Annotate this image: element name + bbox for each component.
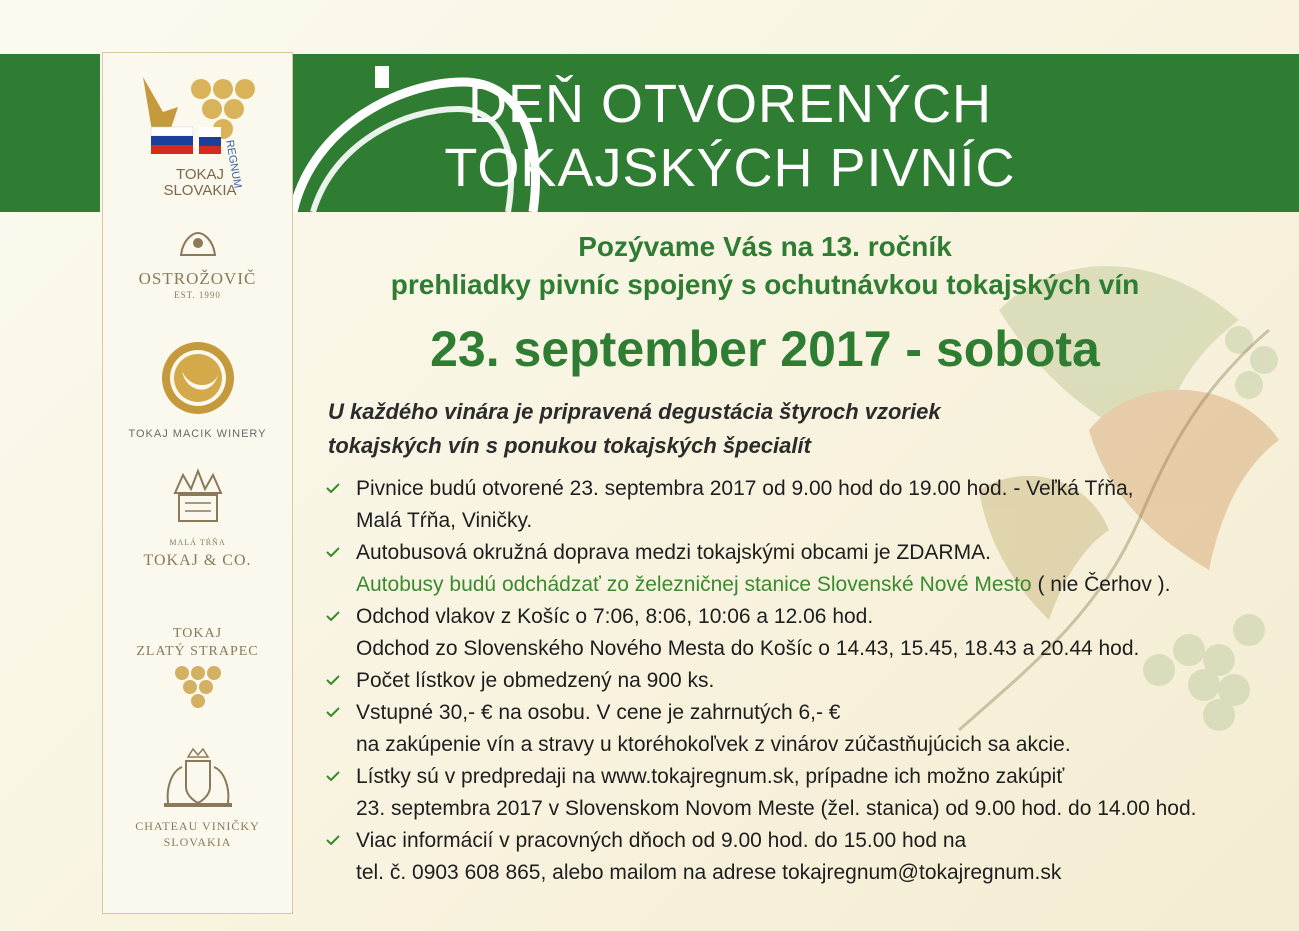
- check-icon: [326, 835, 340, 845]
- item-line: Vstupné 30,- € na osobu. V cene je zahrnutých 6,- €: [356, 701, 841, 724]
- title-line-2: TOKAJSKÝCH PIVNÍC: [444, 138, 1016, 198]
- event-date: 23. september 2017 - sobota: [430, 321, 1100, 377]
- chateau-vinicky-logo: [103, 747, 292, 857]
- item-line: tel. č. 0903 608 865, alebo mailom na adrese tokajregnum@tokajregnum.sk: [356, 861, 1062, 884]
- tokaj-co-name: TOKAJ & CO.: [143, 552, 252, 569]
- zlaty-line1: TOKAJ: [172, 626, 223, 641]
- check-icon: [326, 771, 340, 781]
- item-line: 23. septembra 2017 v Slovenskom Novom Meste (žel. stanica) od 9.00 hod. do 14.00 hod.: [356, 797, 1197, 820]
- item-line: Odchod vlakov z Košíc o 7:06, 8:06, 10:06 a 12.06 hod.: [356, 605, 874, 628]
- tokaj-co-logo: [103, 463, 292, 583]
- bus-route-note: Autobusy budú odchádzať zo železničnej stanice Slovenské Nové Mesto: [356, 573, 1032, 596]
- chateau-line1: CHATEAU VINIČKY: [135, 819, 260, 833]
- ostrozovic-logo: [103, 225, 292, 305]
- tokaj-regnum-logo: [103, 67, 292, 207]
- intro-line-1: Pozývame Vás na 13. ročník: [578, 231, 952, 262]
- ostrozovic-est: EST. 1990: [174, 290, 221, 300]
- intro-line-2: prehliadky pivníc spojený s ochutnávkou tokajských vín: [390, 269, 1140, 300]
- invitation-text: [300, 228, 1230, 304]
- check-icon: [326, 483, 340, 493]
- macik-name: TOKAJ MACIK WINERY: [128, 428, 267, 440]
- list-item: [324, 825, 1284, 889]
- check-icon: [326, 675, 340, 685]
- list-item: [324, 665, 1284, 697]
- item-line: Pivnice budú otvorené 23. septembra 2017 od 9.00 hod do 19.00 hod. - Veľká Tŕňa,: [356, 477, 1134, 500]
- sponsor-sidebar: [102, 52, 293, 914]
- list-item: [324, 473, 1284, 537]
- tokaj-regnum-line1: TOKAJ: [175, 166, 225, 183]
- item-line: [356, 569, 1284, 601]
- grape-bunch-icon: [168, 661, 228, 711]
- tokaj-co-crown-icon: [163, 463, 233, 533]
- highlight-line-1: U každého vinára je pripravená degustácia štyroch vzoriek: [328, 399, 941, 424]
- item-line: Autobusová okružná doprava medzi tokajskými obcami je ZDARMA.: [356, 541, 991, 564]
- list-item: [324, 697, 1284, 761]
- item-line: Počet lístkov je obmedzený na 900 ks.: [356, 669, 715, 692]
- info-list: [324, 473, 1284, 889]
- item-line: Malá Tŕňa, Viničky.: [356, 509, 533, 532]
- list-item: [324, 537, 1284, 601]
- tokaj-regnum-line2: SLOVAKIA: [163, 182, 237, 199]
- title-line-1: DEŇ OTVORENÝCH: [467, 74, 993, 134]
- zlaty-strapec-logo: [103, 625, 292, 745]
- item-line: na zakúpenie vín a stravy u ktoréhokoľvek z vinárov zúčastňujúcich sa akcie.: [356, 733, 1071, 756]
- chateau-line2: SLOVAKIA: [163, 835, 232, 849]
- zlaty-line2: ZLATÝ STRAPEC: [136, 644, 259, 659]
- list-item: [324, 601, 1284, 665]
- chateau-crest-icon: [158, 747, 238, 809]
- item-line: Lístky sú v predpredaji na www.tokajregnum.sk, prípadne ich možno zakúpiť: [356, 765, 1065, 788]
- ostrozovic-crest-icon: [173, 225, 223, 263]
- item-line: Odchod zo Slovenského Nového Mesta do Košíc o 14.43, 15.45, 18.43 a 20.44 hod.: [356, 637, 1140, 660]
- check-icon: [326, 707, 340, 717]
- ostrozovic-name: OSTROŽOVIČ: [138, 269, 257, 288]
- check-icon: [326, 611, 340, 621]
- tokaj-regnum-arc-label: REGNUM: [223, 139, 244, 190]
- tokaj-co-small: MALÁ TŔŇA: [169, 538, 226, 547]
- list-item: [324, 761, 1284, 825]
- highlight-line-2: tokajských vín s ponukou tokajských špecialít: [328, 433, 811, 458]
- bus-route-exception: ( nie Čerhov ).: [1031, 573, 1171, 596]
- macik-sun-icon: [150, 333, 246, 423]
- banner-left-strip: [0, 54, 100, 212]
- event-title: [300, 72, 1160, 200]
- macik-logo: [103, 333, 292, 443]
- check-icon: [326, 547, 340, 557]
- item-line: Viac informácií v pracovných dňoch od 9.00 hod. do 15.00 hod na: [356, 829, 967, 852]
- tasting-highlight: [328, 395, 1228, 463]
